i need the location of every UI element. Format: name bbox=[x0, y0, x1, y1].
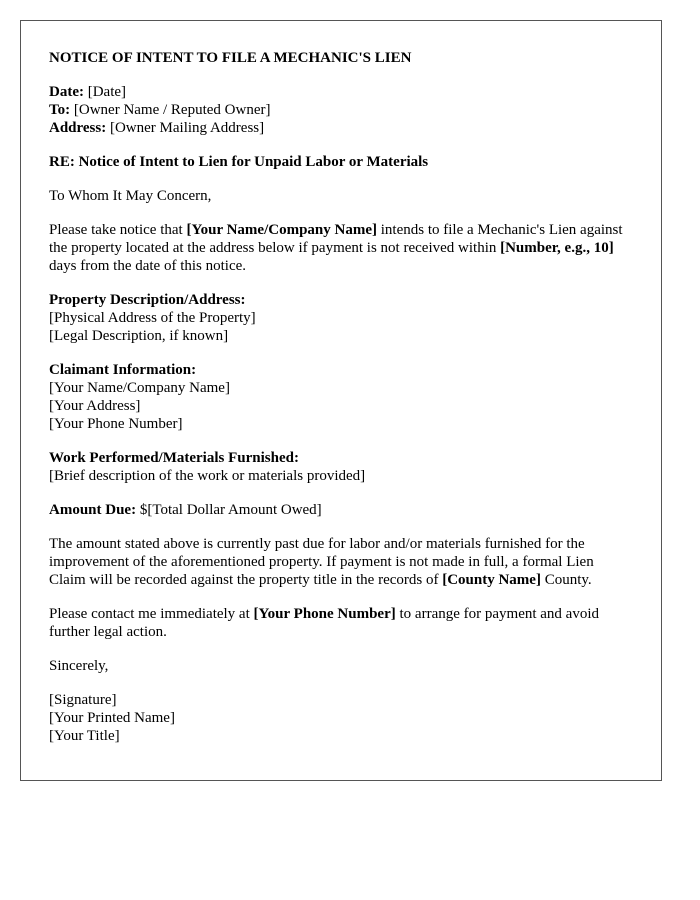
past-due-text-2: County. bbox=[544, 572, 592, 588]
address-value: [Owner Mailing Address] bbox=[109, 120, 265, 136]
amount-due bbox=[49, 501, 633, 519]
work-line: [Brief description of the work or materials provided] bbox=[49, 468, 366, 484]
title-text: NOTICE OF INTENT TO FILE A MECHANIC'S LIEN bbox=[49, 50, 412, 66]
contact-text-1: Please contact me immediately at bbox=[49, 606, 250, 622]
contact-paragraph bbox=[49, 605, 633, 641]
intro-text-2: intends to file a Mechanic's Lien against the property located at the address below if payment is not received within bbox=[49, 222, 623, 256]
claimant-heading: Claimant Information: bbox=[49, 362, 197, 378]
intro-bold-2: [Number, e.g., 10] bbox=[500, 240, 614, 256]
re-line bbox=[49, 153, 633, 171]
intro-text-1: Please take notice that bbox=[49, 222, 183, 238]
contact-phone: [Your Phone Number] bbox=[253, 606, 396, 622]
intro-bold-1: [Your Name/Company Name] bbox=[186, 222, 377, 238]
date-label: Date: bbox=[49, 84, 84, 100]
closing: Sincerely, bbox=[49, 658, 109, 674]
work-section bbox=[49, 449, 633, 485]
county-name: [County Name] bbox=[442, 572, 541, 588]
amount-value: $[Total Dollar Amount Owed] bbox=[139, 502, 322, 518]
past-due-text-1: The amount stated above is currently past due for labor and/or materials furnished for the improvement of the aforementioned property. If payment is not made in full, a formal Lien Claim will be recorded against the property title in the records of bbox=[49, 536, 594, 588]
property-line: [Legal Description, if known] bbox=[49, 328, 229, 344]
property-heading: Property Description/Address: bbox=[49, 292, 246, 308]
address-label: Address: bbox=[49, 120, 107, 136]
to-value: [Owner Name / Reputed Owner] bbox=[73, 102, 271, 118]
header-block bbox=[49, 83, 633, 137]
past-due-paragraph bbox=[49, 535, 633, 589]
signature-block bbox=[49, 691, 633, 745]
date-value: [Date] bbox=[87, 84, 127, 100]
salutation: To Whom It May Concern, bbox=[49, 188, 212, 204]
to-label: To: bbox=[49, 102, 71, 118]
claimant-line: [Your Name/Company Name] bbox=[49, 380, 230, 396]
intro-text-3: days from the date of this notice. bbox=[49, 258, 247, 274]
signature-line: [Signature] bbox=[49, 692, 117, 708]
amount-label: Amount Due: bbox=[49, 502, 137, 518]
property-section bbox=[49, 291, 633, 345]
intro-paragraph bbox=[49, 221, 633, 275]
property-line: [Physical Address of the Property] bbox=[49, 310, 256, 326]
work-heading: Work Performed/Materials Furnished: bbox=[49, 450, 299, 466]
re-text: RE: Notice of Intent to Lien for Unpaid Labor or Materials bbox=[49, 154, 429, 170]
letter-document bbox=[20, 20, 662, 781]
printed-name-line: [Your Printed Name] bbox=[49, 710, 175, 726]
claimant-line: [Your Address] bbox=[49, 398, 141, 414]
claimant-line: [Your Phone Number] bbox=[49, 416, 183, 432]
contact-text-2: to arrange for payment and avoid further legal action. bbox=[49, 606, 600, 640]
claimant-section bbox=[49, 361, 633, 433]
title-line: [Your Title] bbox=[49, 728, 120, 744]
document-title bbox=[49, 49, 633, 67]
